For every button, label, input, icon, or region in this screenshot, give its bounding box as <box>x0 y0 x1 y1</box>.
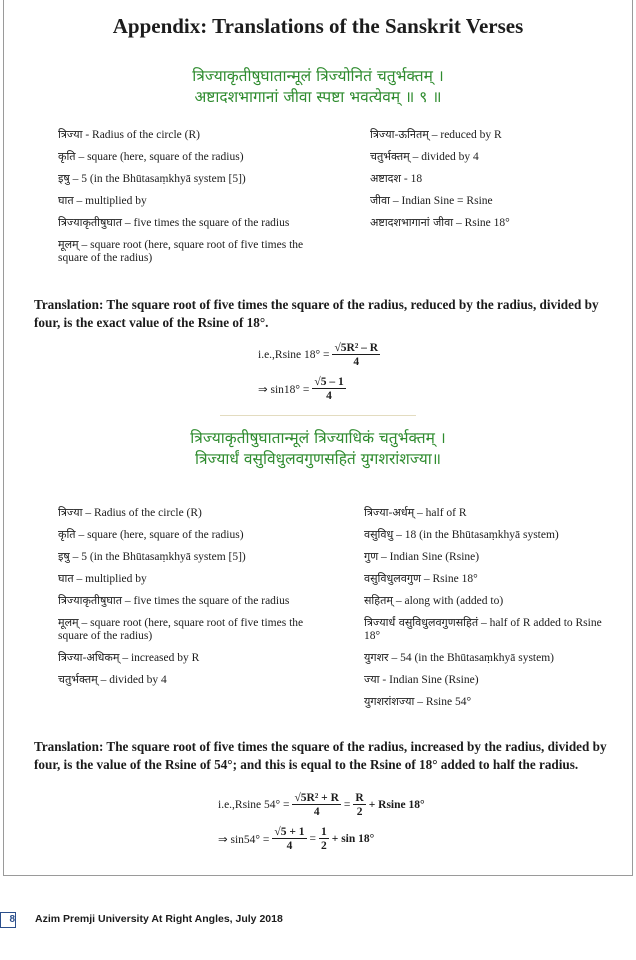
equation-rsine-54 <box>218 792 425 818</box>
verse-2 <box>0 428 636 470</box>
glossary-item: त्रिज्या – Radius of the circle (R) <box>58 506 202 519</box>
verse-1-line-2: अष्टादशभागानां जीवा स्पष्टा भवत्येवम् ॥ ९ ॥ <box>194 88 442 106</box>
equation-prefix: ⇒ sin54° = <box>218 834 270 846</box>
glossary-item: इषु – 5 (in the Bhūtasaṃkhyā system [5]) <box>58 172 246 185</box>
glossary-item: घात – multiplied by <box>58 572 147 585</box>
section-divider <box>220 415 416 416</box>
denominator: 2 <box>321 840 327 852</box>
fraction <box>292 792 340 818</box>
glossary-item: वसुविधुलवगुण – Rsine 18° <box>364 572 478 585</box>
equation-sin-54 <box>218 826 374 852</box>
equation-prefix: i.e.,Rsine 18° = <box>258 349 330 361</box>
footer-text: Azim Premji University At Right Angles, July 2018 <box>35 913 283 925</box>
equation-rsine-18 <box>258 342 383 368</box>
glossary-item: जीवा – Indian Sine = Rsine <box>370 194 493 207</box>
fraction <box>332 342 380 368</box>
equation-suffix: + sin 18° <box>331 833 375 845</box>
numerator: 1 <box>321 826 327 838</box>
equals-sign: = <box>309 833 317 845</box>
fraction <box>272 826 306 852</box>
glossary-item: इषु – 5 (in the Bhūtasaṃkhyā system [5]) <box>58 550 246 563</box>
denominator: 2 <box>356 806 363 818</box>
denominator: 4 <box>286 840 293 852</box>
glossary-item: अष्टादश - 18 <box>370 172 423 185</box>
glossary-item: युगशर – 54 (in the Bhūtasaṃkhyā system) <box>364 651 555 664</box>
glossary-item: मूलम् – square root (here, square root of five times the square of the radius) <box>58 238 304 264</box>
glossary-2-right <box>364 506 614 717</box>
fraction <box>353 792 365 818</box>
equals-sign: = <box>343 799 351 811</box>
denominator: 4 <box>326 390 332 402</box>
glossary-item: सहितम् – along with (added to) <box>364 594 504 607</box>
glossary-item: त्रिज्या-अर्धम् – half of R <box>364 506 467 519</box>
verse-1 <box>0 66 636 108</box>
glossary-item: अष्टादशभागानां जीवा – Rsine 18° <box>370 216 510 229</box>
glossary-2-left <box>58 506 308 695</box>
fraction <box>312 376 345 402</box>
verse-1-line-1: त्रिज्याकृतीषुघातान्मूलं त्रिज्योनितं चतुर्भक्तम् । <box>192 67 444 85</box>
glossary-item: घात – multiplied by <box>58 194 147 207</box>
glossary-item: चतुर्भक्तम् – divided by 4 <box>58 673 167 686</box>
page-number: 8 <box>0 912 16 928</box>
glossary-item: मूलम् – square root (here, square root of five times the square of the radius) <box>58 616 304 642</box>
glossary-item: गुण – Indian Sine (Rsine) <box>364 550 480 563</box>
denominator: 4 <box>353 356 360 368</box>
glossary-item: त्रिज्या-अधिकम् – increased by R <box>58 651 200 664</box>
glossary-item: कृति – square (here, square of the radius) <box>58 150 244 163</box>
translation-1: Translation: The square root of five times the square of the radius, reduced by the radius, divided by four, is the exact value of the Rsine of 18°. <box>34 297 599 330</box>
numerator: R <box>355 792 364 804</box>
verse-2-line-1: त्रिज्याकृतीषुघातान्मूलं त्रिज्याधिकं चतुर्भक्तम् । <box>190 429 446 447</box>
translation-2: Translation: The square root of five times the square of the radius, increased by the radius, divided by four, is the value of the Rsine of 54°; and this is equal to the Rsine of 18° added to half the radius. <box>34 739 607 772</box>
glossary-item: त्रिज्यार्धं वसुविधुलवगुणसहितं – half of R added to Rsine 18° <box>364 616 602 642</box>
glossary-item: त्रिज्याकृतीषुघात – five times the square of the radius <box>58 594 290 607</box>
numerator: √5 + 1 <box>274 826 305 838</box>
glossary-item: त्रिज्या-ऊनितम् – reduced by R <box>370 128 502 141</box>
equation-suffix: + Rsine 18° <box>368 799 425 811</box>
glossary-item: युगशरांशज्या – Rsine 54° <box>364 695 472 708</box>
numerator: √5 – 1 <box>314 376 344 388</box>
glossary-1-right <box>370 128 610 238</box>
equation-sin-18 <box>258 376 349 402</box>
fraction <box>319 826 329 852</box>
glossary-item: ज्या - Indian Sine (Rsine) <box>364 673 479 686</box>
denominator: 4 <box>313 806 320 818</box>
glossary-1-left <box>58 128 308 273</box>
numerator: √5R² + R <box>294 792 339 804</box>
equation-prefix: ⇒ sin18° = <box>258 384 310 396</box>
glossary-item: त्रिज्या - Radius of the circle (R) <box>58 128 200 141</box>
glossary-item: त्रिज्याकृतीषुघात – five times the square of the radius <box>58 216 290 229</box>
verse-2-line-2: त्रिज्यार्धं वसुविधुलवगुणसहितं युगशरांशज्या॥ <box>194 450 441 468</box>
glossary-item: चतुर्भक्तम् – divided by 4 <box>370 150 479 163</box>
numerator: √5R² – R <box>334 342 379 354</box>
glossary-item: कृति – square (here, square of the radius) <box>58 528 244 541</box>
equation-prefix: i.e.,Rsine 54° = <box>218 799 290 811</box>
glossary-item: वसुविधु – 18 (in the Bhūtasaṃkhyā system) <box>364 528 559 541</box>
page-title: Appendix: Translations of the Sanskrit Verses <box>112 14 524 38</box>
